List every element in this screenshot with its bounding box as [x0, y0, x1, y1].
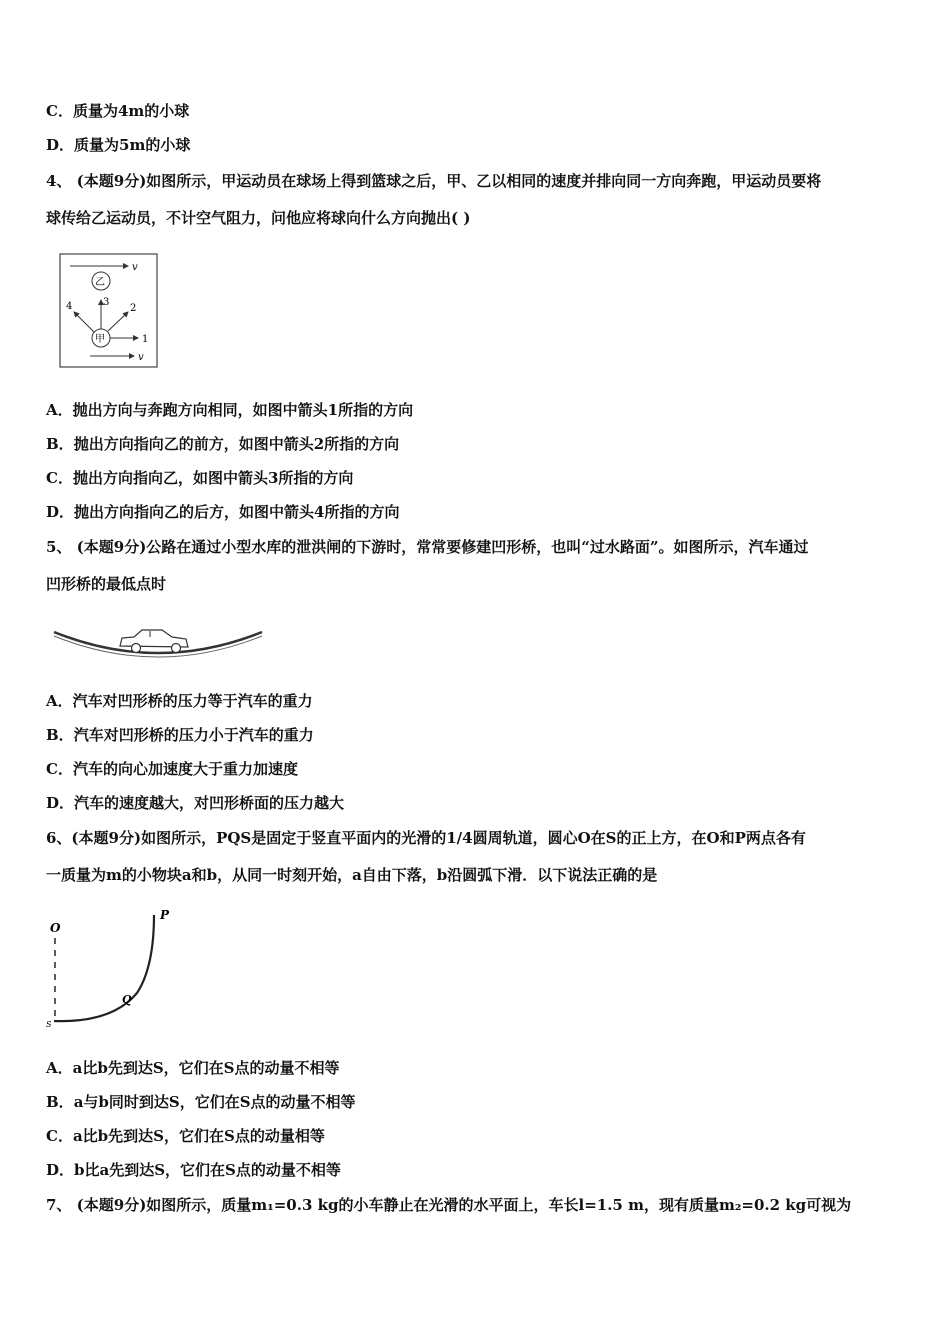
q5-option-c [46, 759, 298, 779]
option-text: 抛出方向与奔跑方向相同，如图中箭头1所指的方向 [72, 401, 414, 419]
option-letter: A． [46, 401, 73, 419]
option-letter: D． [46, 503, 75, 521]
q6-option-b [46, 1092, 356, 1112]
label-o: O [50, 921, 61, 935]
option-text: b比a先到达S，它们在S点的动量不相等 [74, 1161, 341, 1179]
q4-option-d [46, 502, 399, 522]
option-letter: C． [46, 760, 73, 778]
q4-option-c [46, 468, 353, 488]
option-letter: B． [46, 1093, 74, 1111]
option-letter: C． [46, 1127, 73, 1145]
q5-figure [50, 620, 268, 662]
quarter-circle-track [54, 915, 154, 1021]
q6-option-c [46, 1126, 325, 1146]
option-text: a比b先到达S，它们在S点的动量相等 [72, 1127, 325, 1145]
q4-stem-line1: 4、 (本题9分)如图所示，甲运动员在球场上得到篮球之后，甲、乙以相同的速度并排向同一方向奔跑，甲运动员要将 [46, 172, 822, 190]
option-letter: D． [46, 1161, 75, 1179]
option-letter: B． [46, 726, 74, 744]
q5-option-b [46, 725, 314, 745]
arrow-2 [108, 312, 128, 331]
arrow-1-label: 1 [142, 334, 149, 345]
option-letter: D． [46, 794, 75, 812]
q5-stem-line1: 5、 (本题9分)公路在通过小型水库的泄洪闸的下游时，常常要修建凹形桥，也叫“过水路面”。如图所示，汽车通过 [46, 538, 809, 556]
option-text: 质量为5m的小球 [74, 136, 191, 154]
q6-stem-line1: 6、(本题9分)如图所示，PQS是固定于竖直平面内的光滑的1/4圆周轨道，圆心O在S的正上方，在O和P两点各有 [46, 829, 806, 847]
option-text: 抛出方向指向乙，如图中箭头3所指的方向 [72, 469, 354, 487]
q4-stem-line2: 球传给乙运动员，不计空气阻力，问他应将球向什么方向抛出( ) [46, 209, 471, 227]
q6-option-a [46, 1058, 340, 1078]
option-letter: C． [46, 469, 73, 487]
top-velocity-label: v [132, 262, 138, 273]
option-text: a比b先到达S，它们在S点的动量不相等 [72, 1059, 340, 1077]
option-letter: B． [46, 435, 74, 453]
q4-option-b [46, 434, 399, 454]
q5-option-d [46, 793, 344, 813]
option-letter: C． [46, 102, 73, 120]
q7-stem-line1: 7、 (本题9分)如图所示，质量m₁=0.3 kg的小车静止在光滑的水平面上，车长l=1.5 m，现有质量m₂=0.2 kg可视为 [46, 1196, 852, 1214]
jia-label: 甲 [95, 334, 105, 345]
arrow-3-label: 3 [103, 297, 110, 308]
q5-stem-line2: 凹形桥的最低点时 [46, 575, 167, 593]
option-text: 质量为4m的小球 [72, 102, 190, 120]
figure-frame [60, 254, 157, 367]
q3-option-d [46, 135, 190, 155]
q6-option-d [46, 1160, 341, 1180]
q4-figure [58, 252, 160, 370]
option-text: a与b同时到达S，它们在S点的动量不相等 [73, 1093, 356, 1111]
option-letter: A． [46, 1059, 73, 1077]
q3-option-c [46, 101, 189, 121]
arrow-4-label: 4 [66, 301, 73, 312]
label-s: S [46, 1020, 52, 1029]
option-text: 汽车的速度越大，对凹形桥面的压力越大 [74, 794, 345, 812]
option-text: 汽车对凹形桥的压力小于汽车的重力 [73, 726, 314, 744]
option-letter: D． [46, 136, 75, 154]
q6-figure [42, 905, 182, 1030]
label-q: Q [122, 993, 132, 1006]
arrow-4 [74, 312, 94, 332]
q4-option-a [46, 400, 413, 420]
arrow-2-label: 2 [130, 303, 137, 314]
label-p: P [160, 908, 170, 922]
option-letter: A． [46, 692, 73, 710]
option-text: 汽车的向心加速度大于重力加速度 [72, 760, 298, 778]
q6-stem-line2: 一质量为m的小物块a和b，从同一时刻开始，a自由下落，b沿圆弧下滑．以下说法正确的是 [46, 866, 658, 884]
car-icon [120, 630, 188, 653]
q5-option-a [46, 691, 313, 711]
option-text: 抛出方向指向乙的前方，如图中箭头2所指的方向 [73, 435, 400, 453]
option-text: 汽车对凹形桥的压力等于汽车的重力 [72, 692, 313, 710]
yi-label: 乙 [95, 277, 105, 288]
option-text: 抛出方向指向乙的后方，如图中箭头4所指的方向 [74, 503, 400, 521]
bottom-velocity-label: v [138, 352, 144, 363]
